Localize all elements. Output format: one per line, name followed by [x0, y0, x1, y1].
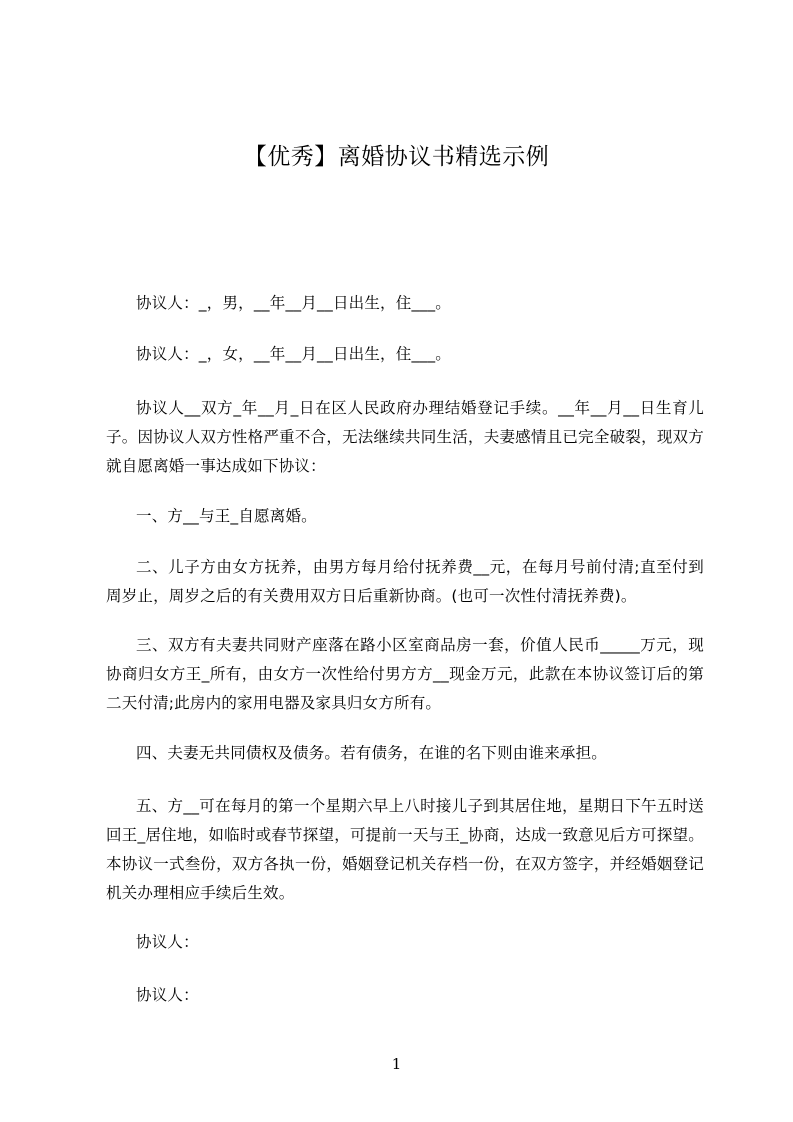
clause-five: 五、方__可在每月的第一个星期六早上八时接儿子到其居住地，星期日下午五时送回王_居住地，如临时或春节探望，可提前一天与王_协商，达成一致意见后方可探望。本协议一式叁份，双方各执一份，婚姻登记机关存档一份，在双方签字，并经婚姻登记机关办理相应手续后生效。: [106, 797, 704, 902]
party-one-line: 协议人：_，男，__年__月__日出生，住___。: [136, 294, 452, 312]
clause-four: 四、夫妻无共同债权及债务。若有债务，在谁的名下则由谁来承担。: [136, 744, 608, 762]
clause-three: 三、双方有夫妻共同财产座落在路小区室商品房一套，价值人民币_____万元，现协商归女方王_所有，由女方一次性给付男方方__现金万元，此款在本协议签订后的第二天付清;此房内的家用电器及家具归女方所有。: [106, 636, 704, 712]
party-two-line: 协议人：_，女，__年__月__日出生，住___。: [136, 345, 452, 363]
page-number: 1: [391, 1055, 402, 1073]
signature-line-two: 协议人：: [136, 986, 199, 1004]
background-paragraph: 协议人__双方_年__月_日在区人民政府办理结婚登记手续。__年__月__日生育儿子。因协议人双方性格严重不合，无法继续共同生活，夫妻感情且已完全破裂，现双方就自愿离婚一事达成如下协议：: [106, 399, 704, 475]
clause-one: 一、方__与王_自愿离婚。: [136, 507, 317, 525]
signature-line-one: 协议人：: [136, 933, 199, 951]
document-title: 【优秀】离婚协议书精选示例: [243, 144, 550, 170]
clause-two: 二、儿子方由女方抚养，由男方每月给付抚养费__元，在每月号前付清;直至付到周岁止，周岁之后的有关费用双方日后重新协商。(也可一次性付清抚养费)。: [106, 558, 704, 605]
